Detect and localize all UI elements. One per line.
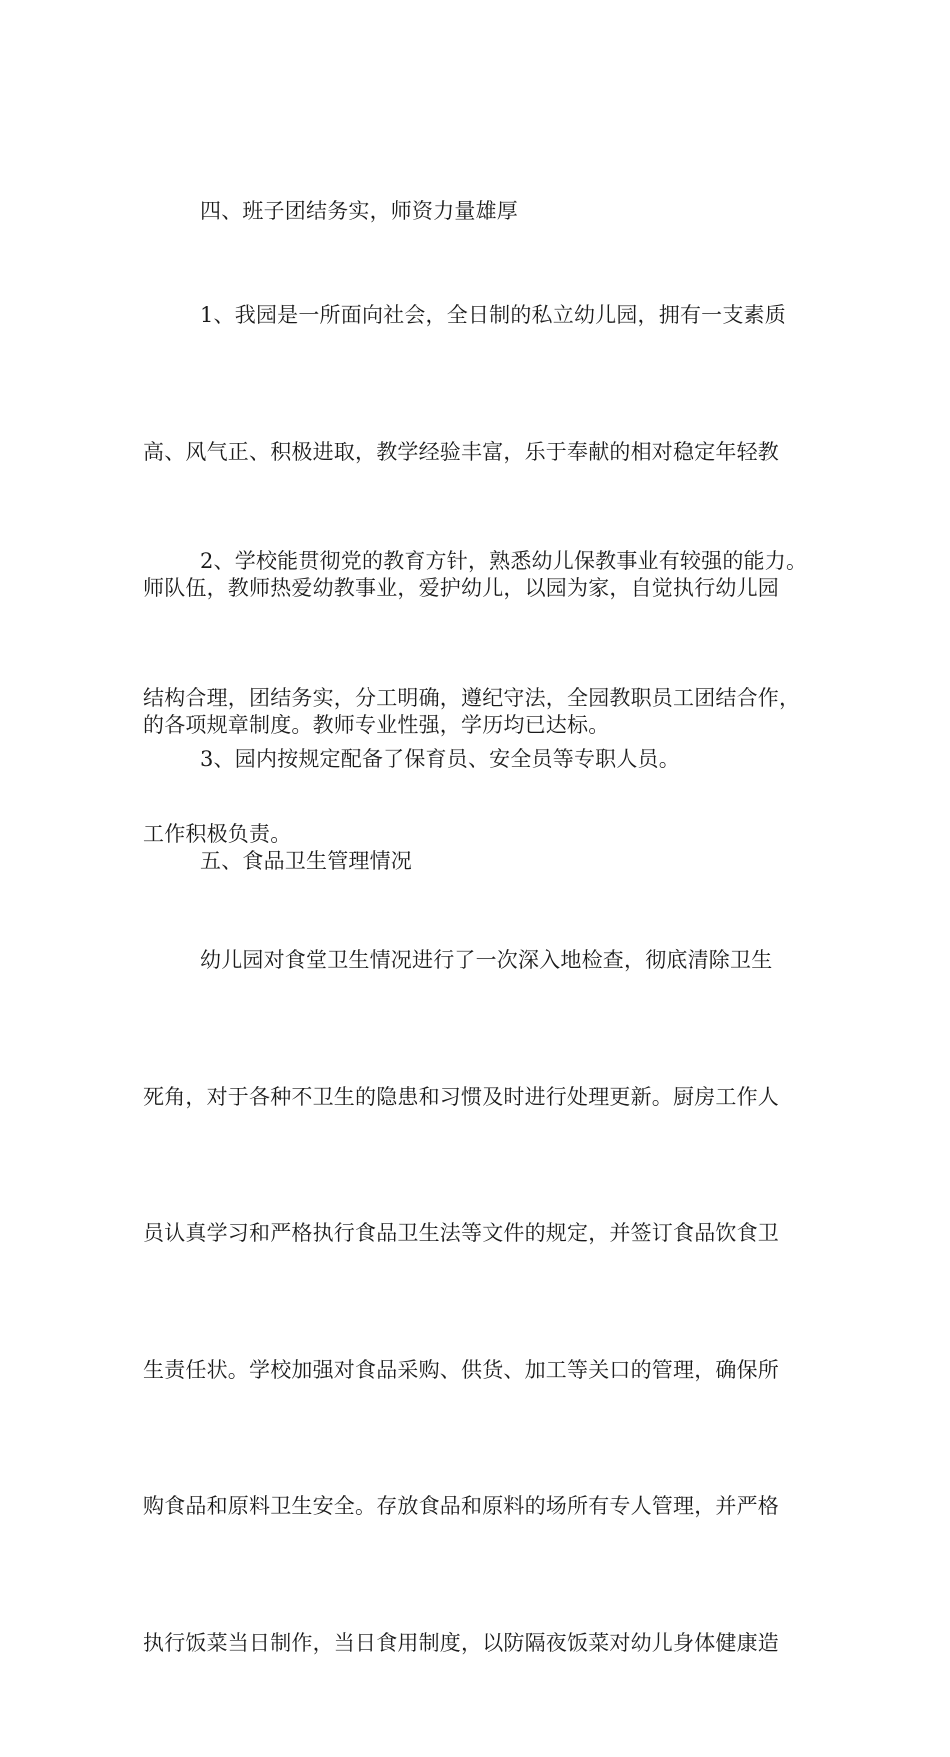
paragraph-line: 工作积极负责。 (143, 822, 292, 846)
heading-line: 四、班子团结务实，师资力量雄厚 (200, 199, 518, 223)
paragraph-line: 高、风气正、积极进取，教学经验丰富，乐于奉献的相对稳定年轻教 (143, 439, 779, 464)
heading-line: 五、食品卫生管理情况 (200, 849, 412, 873)
paragraph-line: 执行饭菜当日制作，当日食用制度，以防隔夜饭菜对幼儿身体健康造 (143, 1630, 779, 1655)
paragraph-line: 购食品和原料卫生安全。存放食品和原料的场所有专人管理，并严格 (143, 1494, 779, 1518)
paragraph-line: 1、我园是一所面向社会，全日制的私立幼儿园，拥有一支素质 (200, 303, 786, 327)
paragraph-line: 死角，对于各种不卫生的隐患和习惯及时进行处理更新。厨房工作人 (143, 1084, 779, 1109)
paragraph-line: 师队伍，教师热爱幼教事业，爱护幼儿，以园为家，自觉执行幼儿园 (143, 576, 779, 600)
paragraph-line: 幼儿园对食堂卫生情况进行了一次深入地检查，彻底清除卫生 (200, 948, 773, 972)
paragraph-line: 2、学校能贯彻党的教育方针，熟悉幼儿保教事业有较强的能力。 (200, 549, 808, 573)
paragraph-line: 结构合理，团结务实，分工明确，遵纪守法，全园教职员工团结合作， (143, 685, 801, 710)
paragraph-line: 的各项规章制度。教师专业性强，学历均已达标。 (143, 712, 610, 737)
paragraph-line: 员认真学习和严格执行食品卫生法等文件的规定，并签订食品饮食卫 (143, 1221, 779, 1245)
paragraph-line: 生责任状。学校加强对食品采购、供货、加工等关口的管理，确保所 (143, 1357, 779, 1382)
paragraph-food-hygiene (143, 847, 818, 1757)
paragraph-line: 3、园内按规定配备了保育员、安全员等专职人员。 (200, 747, 680, 771)
